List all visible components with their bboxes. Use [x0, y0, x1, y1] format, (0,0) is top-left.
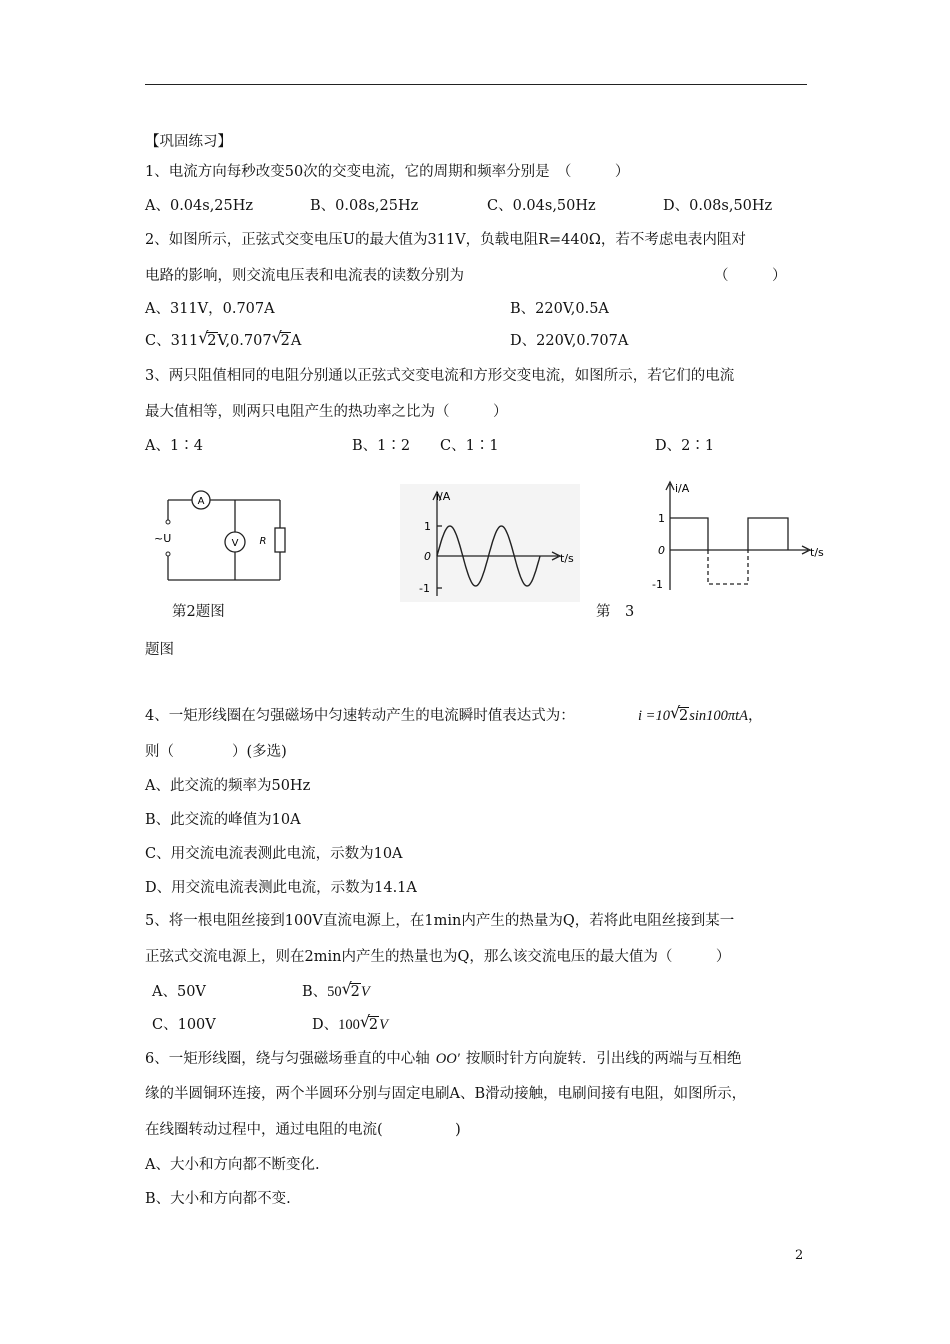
q2-option-c — [145, 328, 302, 351]
q3-stem-line1: 3、两只阻值相同的电阻分别通以正弦式交变电流和方形交变电流，如图所示，若它们的电流 — [145, 368, 735, 384]
q2-option-d: D、220V,0.707A — [510, 333, 629, 349]
q4-stem-line1: 4、一矩形线圈在匀强磁场中匀速转动产生的电流瞬时值表达式为： — [145, 708, 575, 724]
q2-option-c-prefix: C、311 — [145, 333, 199, 349]
q4-formula — [638, 703, 763, 726]
square-tick-bottom: -1 — [652, 578, 663, 591]
q4-option-d: D、用交流电流表测此电流，示数为14.1A — [145, 880, 417, 896]
resistor-label: R — [259, 536, 267, 547]
q3-option-a: A、1∶4 — [145, 438, 203, 454]
q6-stem-line2: 缘的半圆铜环连接，两个半圆环分别与固定电刷A、B滑动接触，电刷间接有电阻，如图所示， — [145, 1086, 747, 1102]
q5-option-b-label: B、 — [302, 984, 328, 1000]
q3-option-b: B、1∶2 — [352, 438, 411, 454]
q1-option-d: D、0.08s,50Hz — [663, 198, 773, 214]
sine-tick-bottom: -1 — [419, 582, 430, 595]
source-label: ~U — [154, 532, 172, 545]
q5-option-b-value: 50 — [327, 984, 342, 1000]
sqrt-symbol: √ 2 — [669, 703, 689, 724]
q3-stem-line2: 最大值相等，则两只电阻产生的热功率之比为（ ） — [145, 404, 508, 420]
voltmeter-label: V — [231, 538, 239, 549]
page-number: 2 — [795, 1248, 804, 1263]
formula-suffix: sin100πtA — [689, 708, 749, 724]
sqrt-symbol: √ 2 — [271, 328, 290, 349]
q5-option-b-unit: V — [360, 984, 370, 1000]
terminal-icon — [166, 520, 170, 524]
square-tick-zero: 0 — [658, 544, 665, 557]
q5-option-d-unit: V — [379, 1017, 388, 1033]
resistor-icon — [275, 528, 285, 552]
q5-stem-line2: 正弦式交流电源上，则在2min内产生的热量也为Q，那么该交流电压的最大值为（ ） — [145, 949, 731, 965]
formula-comma: ， — [748, 708, 763, 724]
fig3-caption-continued: 题图 — [145, 642, 174, 658]
q6-stem-line1: 6、一矩形线圈，绕与匀强磁场垂直的中心轴 OO′ 按顺时针方向旋转．引出线的两端与互相绝 — [145, 1051, 742, 1067]
sine-tick-zero: 0 — [424, 550, 431, 563]
square-wave-graph — [640, 478, 840, 596]
q2-option-a: A、311V，0.707A — [145, 301, 275, 317]
q1-option-a: A、0.04s,25Hz — [145, 198, 254, 214]
q1-option-c: C、0.04s,50Hz — [487, 198, 596, 214]
section-title: 【巩固练习】 — [145, 134, 232, 150]
sqrt-symbol: √ 2 — [341, 979, 360, 1000]
sine-wave-graph — [400, 484, 580, 602]
formula-prefix: i =10 — [638, 708, 670, 724]
sine-xlabel: t/s — [560, 552, 574, 565]
square-xlabel: t/s — [810, 546, 824, 559]
q4-option-a: A、此交流的频率为50Hz — [145, 778, 311, 794]
q2-stem-line1: 2、如图所示，正弦式交变电压U的最大值为311V，负载电阻R=440Ω，若不考虑电表内阻对 — [145, 232, 746, 248]
square-tick-top: 1 — [658, 512, 665, 525]
q5-option-d — [312, 1012, 388, 1035]
q4-option-c: C、用交流电流表测此电流，示数为10A — [145, 846, 403, 862]
q2-option-c-suffix: A — [290, 333, 302, 349]
axis-symbol: OO′ — [435, 1051, 460, 1067]
q3-option-c: C、1∶1 — [440, 438, 499, 454]
sqrt-symbol: √ 2 — [198, 328, 217, 349]
q2-stem-line2: 电路的影响，则交流电压表和电流表的读数分别为 — [145, 268, 464, 284]
square-ylabel: i/A — [675, 482, 690, 495]
q5-option-b — [302, 979, 370, 1002]
fig2-caption: 第2题图 — [172, 604, 225, 620]
q6-option-a: A、大小和方向都不断变化. — [145, 1157, 320, 1173]
q5-option-d-label: D、 — [312, 1017, 339, 1033]
sqrt-symbol: √ 2 — [359, 1012, 379, 1033]
q4-option-b: B、此交流的峰值为10A — [145, 812, 301, 828]
circuit-diagram — [150, 482, 300, 592]
sine-tick-top: 1 — [424, 520, 431, 533]
q5-option-c: C、100V — [152, 1017, 216, 1033]
q5-option-d-value: 100 — [338, 1017, 360, 1033]
q1-stem: 1、电流方向每秒改变50次的交变电流，它的周期和频率分别是 （ ） — [145, 164, 630, 180]
q5-stem-line1: 5、将一根电阻丝接到100V直流电源上，在1min内产生的热量为Q，若将此电阻丝接到某一 — [145, 913, 735, 929]
terminal-icon — [166, 552, 170, 556]
q3-option-d: D、2∶1 — [655, 438, 715, 454]
q2-option-b: B、220V,0.5A — [510, 301, 609, 317]
q6-stem-line3: 在线圈转动过程中，通过电阻的电流( ) — [145, 1122, 461, 1138]
q2-option-c-mid: V,0.707 — [217, 333, 272, 349]
ammeter-label: A — [197, 496, 205, 507]
q1-option-b: B、0.08s,25Hz — [310, 198, 419, 214]
header-rule — [145, 84, 807, 85]
sine-ylabel: i/A — [436, 490, 451, 503]
q4-stem-line2: 则（ ）(多选) — [145, 744, 287, 760]
q6-option-b: B、大小和方向都不变. — [145, 1191, 291, 1207]
q5-option-a: A、50V — [152, 984, 206, 1000]
q2-answer-bracket: （ ） — [714, 268, 787, 284]
fig3-caption: 第 3 — [596, 604, 635, 620]
